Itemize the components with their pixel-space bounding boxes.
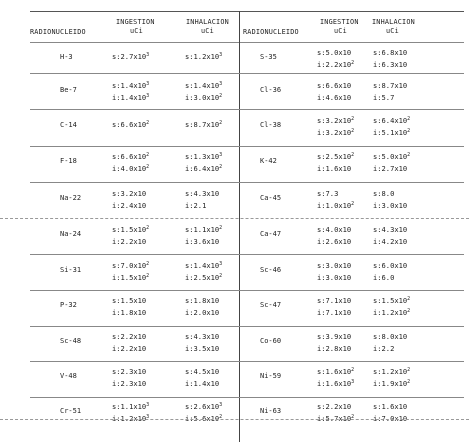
nuclide-right: Ca-45 <box>260 194 282 202</box>
inh-right <box>373 152 410 162</box>
inh-right <box>373 93 394 103</box>
value-text: i:3.0x10 <box>317 273 352 282</box>
value-text: i:1.4x10 <box>112 93 147 102</box>
value-text: s:1.4x10 <box>112 81 147 90</box>
inh-right <box>373 402 407 412</box>
value-text: i:1.0x10 <box>317 201 352 210</box>
value-text: i:2.3x10 <box>112 379 147 388</box>
value-text: i:7.1x10 <box>317 308 352 317</box>
value-exponent: 2 <box>146 164 150 170</box>
ing-right <box>317 164 351 174</box>
value-text: s:4.3x10 <box>185 189 220 198</box>
inh-right <box>373 332 407 342</box>
value-text: i:1.9x10 <box>373 379 408 388</box>
nuclide-left: Si-31 <box>60 266 82 274</box>
ing-left <box>112 367 146 377</box>
value-text: s:6.6x10 <box>317 81 352 90</box>
value-text: s:7.3 <box>317 189 339 198</box>
ing-right <box>317 128 354 138</box>
ing-right <box>317 116 354 126</box>
inh-right <box>373 261 407 271</box>
value-exponent: 2 <box>351 367 355 373</box>
value-text: s:1.4x10 <box>185 261 220 270</box>
value-exponent: 2 <box>407 128 411 134</box>
inh-right <box>373 273 394 283</box>
value-text: i:1.6x10 <box>317 164 352 173</box>
value-exponent: 2 <box>351 128 355 134</box>
value-text: s:1.2x10 <box>373 367 408 376</box>
value-text: i:1.2x10 <box>373 308 408 317</box>
inh-left <box>185 164 222 174</box>
ing-left <box>112 189 146 199</box>
value-text: s:1.6x10 <box>317 367 352 376</box>
ing-right <box>317 308 351 318</box>
top-rule <box>30 11 464 12</box>
ing-left <box>112 120 149 130</box>
value-text: i:2.4x10 <box>112 201 147 210</box>
value-exponent: 2 <box>219 164 223 170</box>
value-text: i:2.7x10 <box>373 164 408 173</box>
value-exponent: 2 <box>146 273 150 279</box>
ing-left <box>112 402 149 412</box>
value-text: i:4.0x10 <box>112 164 147 173</box>
value-text: i:3.5x10 <box>185 344 220 353</box>
inh-right <box>373 48 407 58</box>
inh-left <box>185 237 219 247</box>
value-text: s:1.4x10 <box>185 81 220 90</box>
value-text: s:1.5x10 <box>112 296 147 305</box>
center-divider <box>239 11 240 442</box>
value-text: s:2.7x10 <box>112 52 147 61</box>
header-inhalacion-unit-left: uCi <box>201 27 214 35</box>
value-text: s:8.0 <box>373 189 395 198</box>
value-text: s:1.6x10 <box>373 402 408 411</box>
inh-left <box>185 379 219 389</box>
ing-left <box>112 273 149 283</box>
ing-left <box>112 164 149 174</box>
ing-right <box>317 261 351 271</box>
value-text: s:8.7x10 <box>185 120 220 129</box>
ing-right <box>317 152 354 162</box>
value-text: i:1.6x10 <box>317 379 352 388</box>
value-exponent: 3 <box>219 81 223 87</box>
value-exponent: 3 <box>146 402 150 408</box>
value-text: i:1.4x10 <box>185 379 220 388</box>
value-text: s:4.3x10 <box>185 332 220 341</box>
value-exponent: 2 <box>219 273 223 279</box>
nuclide-right: Co-60 <box>260 337 282 345</box>
value-text: s:7.0x10 <box>112 261 147 270</box>
inh-right <box>373 379 410 389</box>
header-radionucleido-right: RADIONUCLEIDO <box>243 28 299 36</box>
value-exponent: 2 <box>146 152 150 158</box>
ing-right <box>317 201 354 211</box>
nuclide-right: Cl-36 <box>260 86 282 94</box>
nuclide-right: S-35 <box>260 53 277 61</box>
inh-left <box>185 93 222 103</box>
value-text: s:8.0x10 <box>373 332 408 341</box>
value-text: i:3.0x10 <box>373 201 408 210</box>
value-text: s:1.3x10 <box>185 152 220 161</box>
value-exponent: 2 <box>351 116 355 122</box>
value-text: i:1.2x10 <box>112 414 147 423</box>
row-separator <box>30 254 464 255</box>
value-text: i:2.2x10 <box>112 237 147 246</box>
row-separator <box>0 218 469 219</box>
header-inhalacion-right: INHALACION <box>372 18 415 26</box>
value-text: s:6.8x10 <box>373 48 408 57</box>
header-radionucleido-left: RADIONUCLEIDO <box>30 28 86 36</box>
inh-left <box>185 189 219 199</box>
nuclide-right: Ni-63 <box>260 407 282 415</box>
inh-left <box>185 201 206 211</box>
inh-left <box>185 152 222 162</box>
nuclide-right: Ca-47 <box>260 230 282 238</box>
inh-right <box>373 225 407 235</box>
value-exponent: 2 <box>407 296 411 302</box>
row-separator <box>30 146 464 147</box>
inh-right <box>373 344 394 354</box>
ing-left <box>112 332 146 342</box>
value-exponent: 3 <box>219 52 223 58</box>
nuclide-left: P-32 <box>60 301 77 309</box>
ing-right <box>317 60 354 70</box>
nuclide-left: C-14 <box>60 121 77 129</box>
nuclide-right: Sc-47 <box>260 301 282 309</box>
nuclide-left: Na-24 <box>60 230 82 238</box>
value-text: s:4.3x10 <box>373 225 408 234</box>
inh-left <box>185 120 222 130</box>
nuclide-right: K-42 <box>260 157 277 165</box>
value-exponent: 2 <box>219 225 223 231</box>
ing-right <box>317 402 351 412</box>
nuclide-left: Be-7 <box>60 86 77 94</box>
value-exponent: 3 <box>146 414 150 420</box>
inh-right <box>373 367 410 377</box>
header-inhalacion-unit-right: uCi <box>386 27 399 35</box>
inh-right <box>373 81 407 91</box>
header-ingestion-left: INGESTION <box>116 18 155 26</box>
ing-right <box>317 379 354 389</box>
value-exponent: 2 <box>407 308 411 314</box>
value-exponent: 3 <box>219 152 223 158</box>
value-exponent: 2 <box>146 225 150 231</box>
value-text: i:3.6x10 <box>185 237 220 246</box>
value-text: s:6.4x10 <box>373 116 408 125</box>
ing-left <box>112 225 149 235</box>
nuclide-right: Sc-46 <box>260 266 282 274</box>
inh-left <box>185 81 222 91</box>
value-text: i:1.5x10 <box>112 273 147 282</box>
value-text: i:2.5x10 <box>185 273 220 282</box>
value-text: i:2.2x10 <box>112 344 147 353</box>
value-text: s:1.2x10 <box>185 52 220 61</box>
inh-left <box>185 308 219 318</box>
value-text: s:2.5x10 <box>317 152 352 161</box>
inh-right <box>373 116 410 126</box>
value-exponent: 2 <box>351 152 355 158</box>
value-text: s:2.6x10 <box>185 402 220 411</box>
inh-left <box>185 402 222 412</box>
value-text: s:3.9x10 <box>317 332 352 341</box>
ing-right <box>317 237 351 247</box>
value-text: s:6.0x10 <box>373 261 408 270</box>
value-text: i:6.0 <box>373 273 395 282</box>
value-text: i:5.7x10 <box>317 414 352 423</box>
value-text: i:2.2 <box>373 344 395 353</box>
value-text: i:4.2x10 <box>373 237 408 246</box>
value-text: i:3.0x10 <box>185 93 220 102</box>
ing-right <box>317 273 351 283</box>
value-text: s:1.5x10 <box>373 296 408 305</box>
value-text: s:2.2x10 <box>317 402 352 411</box>
value-exponent: 3 <box>146 81 150 87</box>
nuclide-left: Na-22 <box>60 194 82 202</box>
ing-left <box>112 201 146 211</box>
ing-left <box>112 379 146 389</box>
value-exponent: 3 <box>219 402 223 408</box>
nuclide-left: Sc-48 <box>60 337 82 345</box>
value-text: s:5.0x10 <box>373 152 408 161</box>
ing-right <box>317 344 351 354</box>
header-ingestion-right: INGESTION <box>320 18 359 26</box>
ing-left <box>112 93 149 103</box>
inh-right <box>373 189 394 199</box>
value-text: s:5.0x10 <box>317 48 352 57</box>
ing-left <box>112 308 146 318</box>
value-exponent: 3 <box>146 52 150 58</box>
value-exponent: 3 <box>351 379 355 385</box>
value-exponent: 2 <box>219 93 223 99</box>
row-separator <box>30 397 464 398</box>
inh-left <box>185 52 222 62</box>
inh-left <box>185 273 222 283</box>
row-separator <box>30 73 464 74</box>
nuclide-left: F-18 <box>60 157 77 165</box>
inh-right <box>373 296 410 306</box>
value-text: s:1.8x10 <box>185 296 220 305</box>
value-exponent: 2 <box>407 152 411 158</box>
ing-right <box>317 93 351 103</box>
header-ingestion-unit-right: uCi <box>334 27 347 35</box>
row-separator <box>30 109 464 110</box>
value-text: i:2.2x10 <box>317 60 352 69</box>
value-text: s:6.6x10 <box>112 120 147 129</box>
value-exponent: 2 <box>407 379 411 385</box>
value-text: s:3.2x10 <box>317 116 352 125</box>
ing-right <box>317 332 351 342</box>
value-text: i:5.6x10 <box>185 414 220 423</box>
value-text: i:7.0x10 <box>373 414 408 423</box>
nuclide-left: Cr-51 <box>60 407 82 415</box>
ing-right <box>317 225 351 235</box>
ing-left <box>112 237 146 247</box>
value-exponent: 2 <box>146 261 150 267</box>
inh-left <box>185 225 222 235</box>
inh-right <box>373 201 407 211</box>
row-separator <box>30 326 464 327</box>
value-exponent: 3 <box>219 261 223 267</box>
value-text: s:3.2x10 <box>112 189 147 198</box>
nuclide-right: Cl-38 <box>260 121 282 129</box>
inh-left <box>185 344 219 354</box>
value-exponent: 2 <box>351 414 355 420</box>
row-separator <box>30 182 464 183</box>
value-text: i:2.1 <box>185 201 207 210</box>
ing-left <box>112 152 149 162</box>
value-text: i:3.2x10 <box>317 128 352 137</box>
value-exponent: 2 <box>146 120 150 126</box>
inh-left <box>185 367 219 377</box>
ing-right <box>317 189 338 199</box>
ing-left <box>112 52 149 62</box>
inh-right <box>373 60 407 70</box>
value-exponent: 2 <box>351 60 355 66</box>
value-text: i:2.0x10 <box>185 308 220 317</box>
inh-left <box>185 332 219 342</box>
ing-left <box>112 296 146 306</box>
ing-right <box>317 367 354 377</box>
value-text: i:2.8x10 <box>317 344 352 353</box>
value-text: i:6.3x10 <box>373 60 408 69</box>
row-separator <box>30 361 464 362</box>
value-text: s:6.6x10 <box>112 152 147 161</box>
nuclide-left: V-48 <box>60 372 77 380</box>
ing-left <box>112 344 146 354</box>
ing-right <box>317 81 351 91</box>
value-text: s:1.1x10 <box>112 402 147 411</box>
nuclide-left: H-3 <box>60 53 73 61</box>
value-exponent: 2 <box>219 414 223 420</box>
ing-left <box>112 261 149 271</box>
header-ingestion-unit-left: uCi <box>130 27 143 35</box>
value-text: s:4.0x10 <box>317 225 352 234</box>
value-exponent: 2 <box>407 367 411 373</box>
ing-right <box>317 296 351 306</box>
inh-right <box>373 164 407 174</box>
value-exponent: 2 <box>219 120 223 126</box>
value-text: s:1.1x10 <box>185 225 220 234</box>
nuclide-right: Ni-59 <box>260 372 282 380</box>
inh-left <box>185 261 222 271</box>
value-text: i:4.6x10 <box>317 93 352 102</box>
inh-left <box>185 296 219 306</box>
value-exponent: 2 <box>351 201 355 207</box>
inh-right <box>373 308 410 318</box>
value-text: s:2.2x10 <box>112 332 147 341</box>
value-text: s:8.7x10 <box>373 81 408 90</box>
value-text: i:5.7 <box>373 93 395 102</box>
value-text: s:4.5x10 <box>185 367 220 376</box>
value-text: i:1.8x10 <box>112 308 147 317</box>
ing-right <box>317 48 351 58</box>
value-text: s:2.3x10 <box>112 367 147 376</box>
inh-right <box>373 128 410 138</box>
value-text: s:1.5x10 <box>112 225 147 234</box>
value-text: i:2.6x10 <box>317 237 352 246</box>
inh-right <box>373 237 407 247</box>
page-crease <box>0 419 469 420</box>
value-text: i:6.4x10 <box>185 164 220 173</box>
ing-left <box>112 81 149 91</box>
value-text: i:5.1x10 <box>373 128 408 137</box>
header-rule <box>30 42 464 43</box>
value-exponent: 3 <box>146 93 150 99</box>
value-exponent: 2 <box>407 116 411 122</box>
value-text: s:7.1x10 <box>317 296 352 305</box>
value-text: s:3.0x10 <box>317 261 352 270</box>
header-inhalacion-left: INHALACION <box>186 18 229 26</box>
row-separator <box>30 290 464 291</box>
